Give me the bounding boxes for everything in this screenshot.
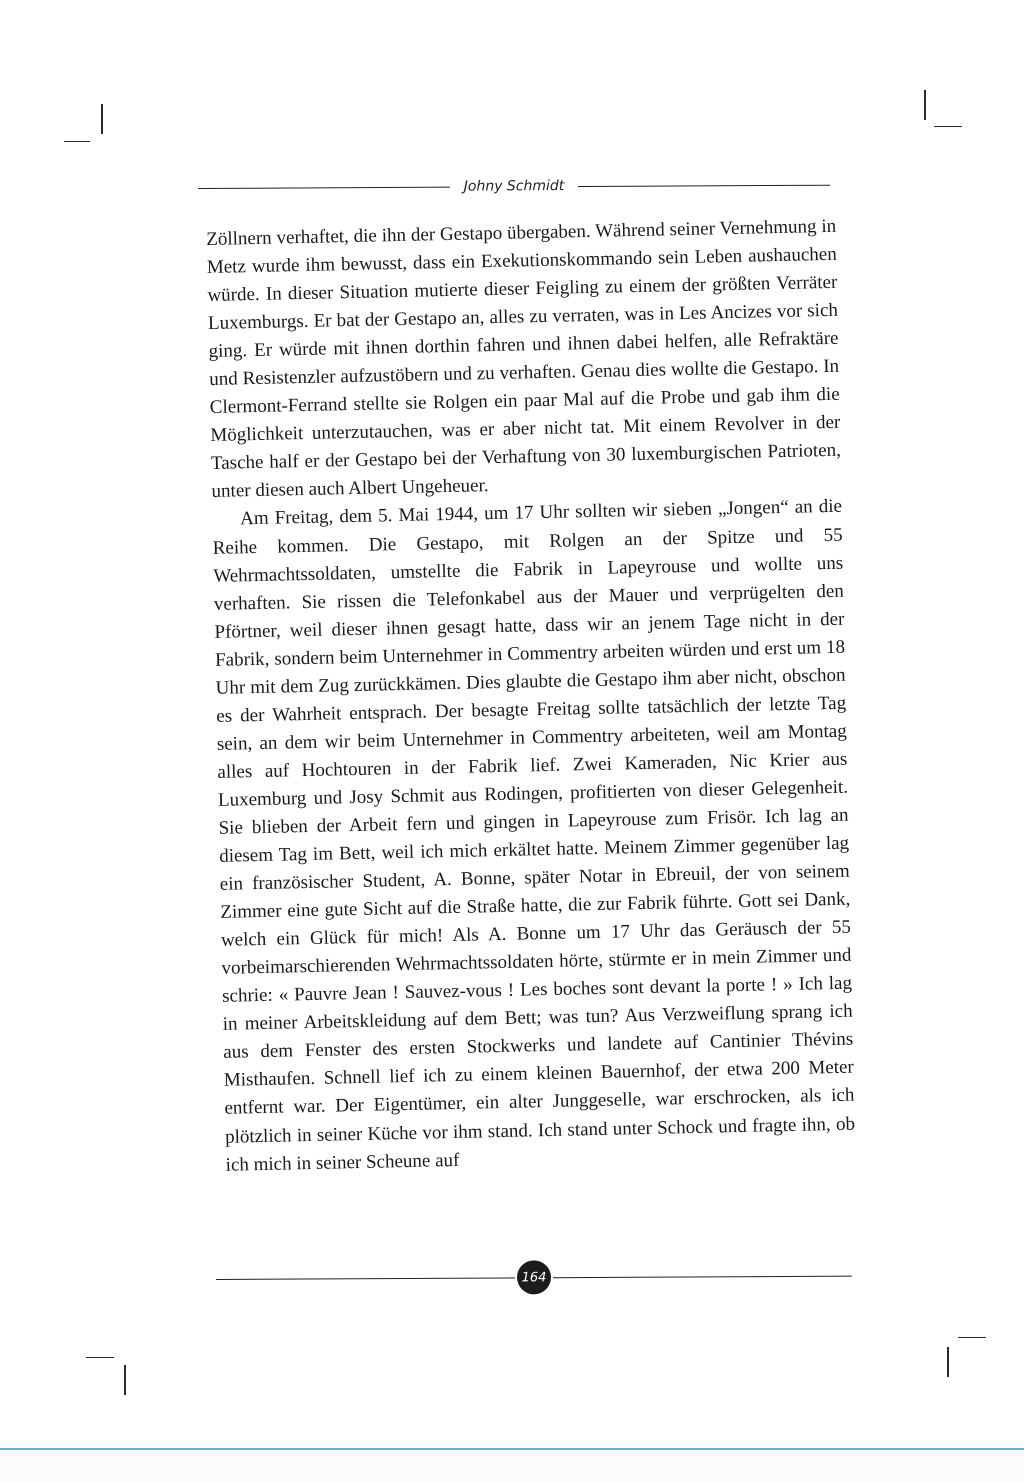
paragraph: Zöllnern verhaftet, die ihn der Gestapo übergaben. Während seiner Vernehmung in Metz wurde ihm bewusst, dass ein Exekutionskommando sein Leben aushauchen würde. In dieser Situation mutierte dieser Feigling zu einem der größten Verräter Luxemburgs. Er bat der Gestapo an, alles zu verraten, was in Les Ancizes vor sich ging. Er würde mit ihnen dorthin fahren und ihnen dabei helfen, alle Refraktäre und Resistenzler aufzustöbern und zu verhaften. Genau dies wollte die Gestapo. In Clermont-Ferrand stellte sie Rolgen ein paar Mal auf die Probe und gab ihm die Möglichkeit unterzutauchen, was er aber nicht tat. Mit einem Revolver in der Tasche half er der Gestapo bei der Verhaftung von 30 luxemburgischen Patrioten, unter diesen auch Albert Ungeheuer. [206,215,842,503]
page-footer [216,1261,852,1294]
footer-rule-right [553,1275,852,1278]
page-number-badge [517,1260,551,1294]
crop-mark-bottom-right-vertical [947,1347,949,1377]
crop-mark-bottom-left-horizontal [86,1357,114,1358]
header-rule-left [198,186,450,188]
running-title: Johny Schmidt [463,178,565,195]
body-text [206,213,856,1180]
crop-mark-top-right-vertical [924,90,926,120]
header-rule-right [578,184,830,186]
running-header [198,173,830,200]
crop-mark-top-left-horizontal [64,141,90,142]
footer-rule-left [216,1277,515,1280]
crop-mark-top-right-horizontal [934,126,962,127]
page-number: 164 [521,1269,547,1285]
crop-mark-bottom-left-vertical [124,1365,126,1395]
paragraph: Am Freitag, dem 5. Mai 1944, um 17 Uhr sollten wir sieben „Jongen“ an die Reihe kommen. Die Gestapo, mit Rolgen an der Spitze und 55 Wehrmachtssoldaten, umstellte die Fabrik in Lapeyrouse und wollte uns verhaften. Sie rissen die Telefonkabel aus der Mauer und verprügelten den Pförtner, weil dieser ihnen gesagt hatte, dass wir an jenem Tage nicht in der Fabrik, sondern beim Unternehmer in Commentry arbeiten würden und erst um 18 Uhr mit dem Zug zurückkämen. Dies glaubte die Gestapo ihm aber nicht, obschon es der Wahrheit entsprach. Der besagte Freitag sollte tatsächlich der letzte Tag sein, an dem wir beim Unternehmer in Commentry arbeiteten, weil am Montag alles auf Hochtouren in der Fabrik lief. Zwei Kameraden, Nic Krier aus Luxemburg und Josy Schmit aus Rodingen, profitierten von dieser Gelegenheit. Sie blieben der Arbeit fern und gingen in Lapeyrouse zum Frisör. Ich lag an diesem Tag im Bett, weil ich mich erkältet hatte. Meinem Zimmer gegenüber lag ein französischer Student, A. Bonne, später Notar in Ebreuil, der von seinem Zimmer eine gute Sicht auf die Straße hatte, die zur Fabrik führte. Gott sei Dank, welch ein Glück für mich! Als A. Bonne um 17 Uhr das Geräusch der 55 vorbeimarschierenden Wehrmachtssoldaten hörte, stürmte er in mein Zimmer und schrie: « Pauvre Jean ! Sauvez-vous ! Les boches sont devant la porte ! » Ich lag in meiner Arbeitskleidung auf dem Bett; was tun? Aus Verzweiflung sprang ich aus dem Fenster des ersten Stockwerks und landete auf Cantinier Thévins Misthaufen. Schnell lief ich zu einem kleinen Bauernhof, der etwa 200 Meter entfernt war. Der Eigentümer, ein alter Junggeselle, war erschrocken, als ich plötzlich in seiner Küche vor ihm stand. Ich stand unter Schock und fragte ihn, ob ich mich in seiner Scheune auf [212,496,856,1176]
crop-mark-top-left-vertical [101,104,103,134]
crop-mark-bottom-right-horizontal [958,1337,986,1338]
scan-edge-shade [0,1450,1024,1482]
